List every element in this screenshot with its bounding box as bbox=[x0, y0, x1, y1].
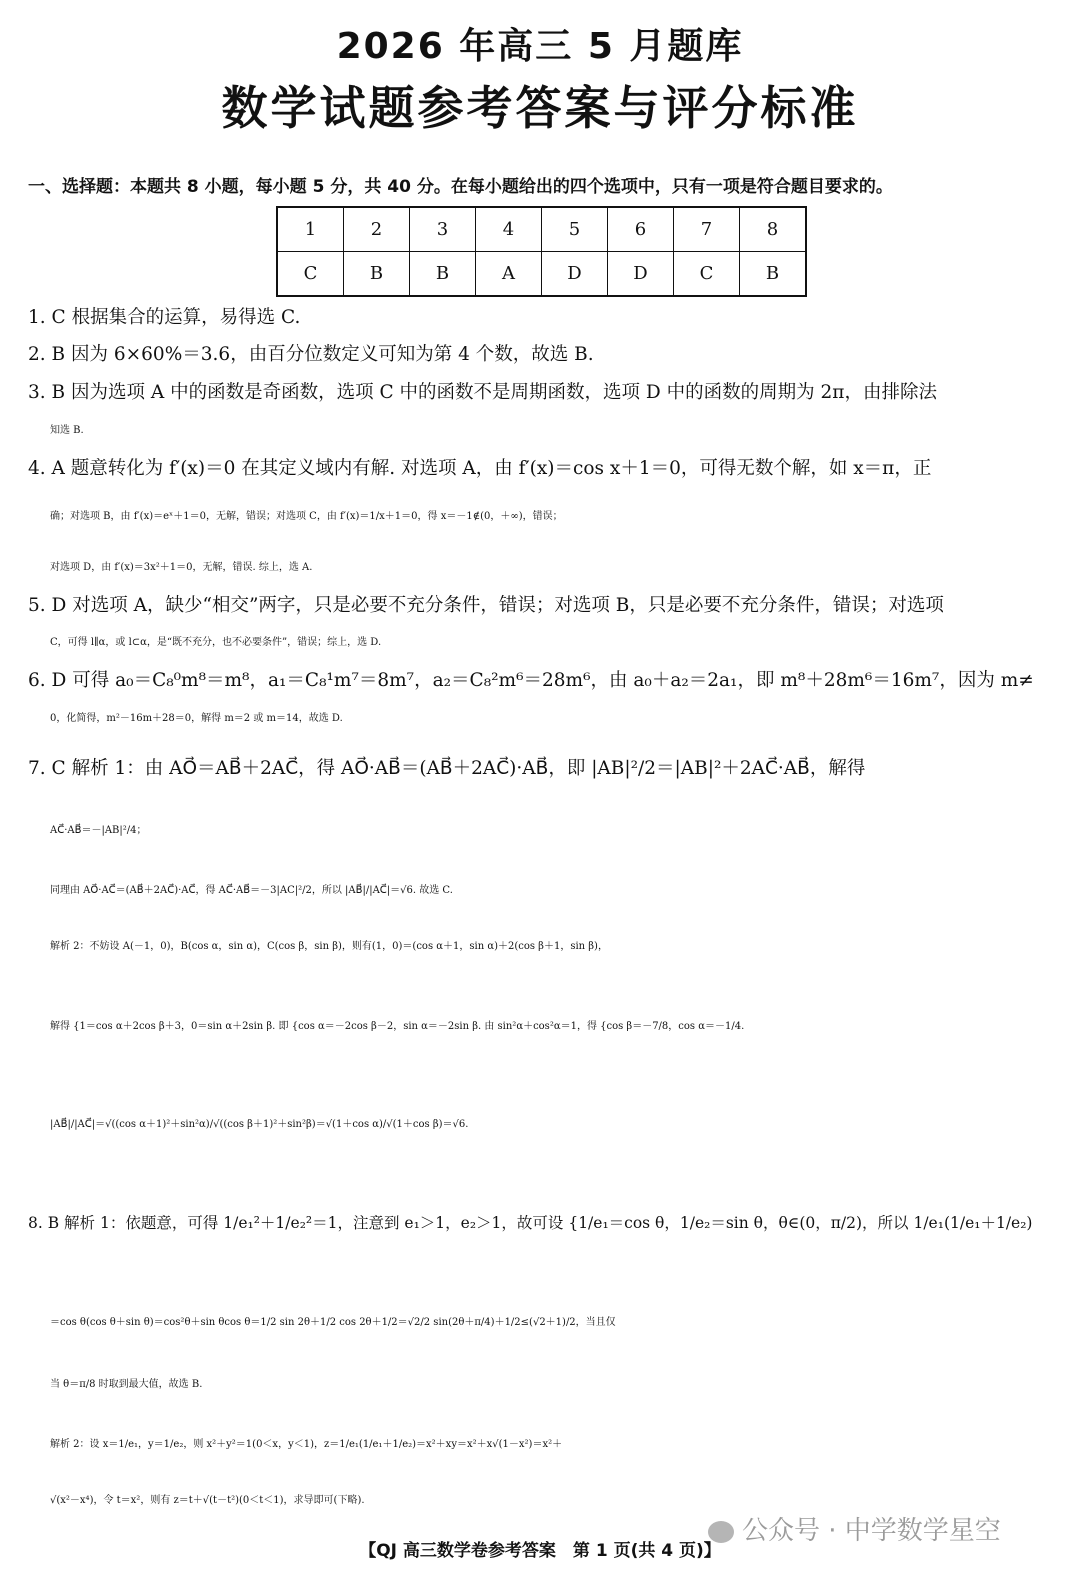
table-cell: 2 bbox=[344, 207, 410, 252]
table-cell: 4 bbox=[476, 207, 542, 252]
table-cell: 1 bbox=[277, 207, 344, 252]
solution-line: 1. C 根据集合的运算，易得选 C. bbox=[28, 307, 301, 328]
solution-line: 3. B 因为选项 A 中的函数是奇函数，选项 C 中的函数不是周期函数，选项 D 中的函数的周期为 2π，由排除法 bbox=[28, 382, 937, 403]
table-cell: C bbox=[674, 252, 740, 297]
table-cell: B bbox=[740, 252, 807, 297]
table-cell: A bbox=[476, 252, 542, 297]
solution-line: 0，化简得，m²－16m＋28＝0，解得 m＝2 或 m＝14，故选 D. bbox=[50, 713, 343, 724]
answer-table-number-row bbox=[277, 207, 806, 252]
table-cell: C bbox=[277, 252, 344, 297]
solution-line: 对选项 D，由 f′(x)＝3x²＋1＝0，无解，错误. 综上，选 A. bbox=[50, 562, 313, 573]
solution-line: C，可得 l∥α，或 l⊂α，是“既不充分，也不必要条件”，错误；综上，选 D. bbox=[50, 637, 382, 648]
table-cell: 6 bbox=[608, 207, 674, 252]
solution-line: 同理由 AO⃗·AC⃗＝(AB⃗＋2AC⃗)·AC⃗，得 AC⃗·AB⃗＝－3|AC|²/2，所以 |AB⃗|/|AC⃗|＝√6. 故选 C. bbox=[50, 885, 453, 896]
solution-line: 4. A 题意转化为 f′(x)＝0 在其定义域内有解. 对选项 A，由 f′(x)＝cos x＋1＝0，可得无数个解，如 x＝π，正 bbox=[28, 458, 932, 479]
section-heading: 一、选择题：本题共 8 小题，每小题 5 分，共 40 分。在每小题给出的四个选项中，只有一项是符合题目要求的。 bbox=[28, 177, 893, 197]
solution-line: 知选 B. bbox=[50, 425, 84, 436]
page-footer: 【QJ 高三数学卷参考答案 第 1 页(共 4 页)】 bbox=[359, 1541, 721, 1561]
solution-line: 8. B 解析 1：依题意，可得 1/e₁²＋1/e₂²＝1，注意到 e₁＞1，e₂＞1，故可设 {1/e₁＝cos θ，1/e₂＝sin θ，θ∈(0，π/2)，所以 1/e₁(1/e₁＋1/e₂) bbox=[28, 1214, 1033, 1232]
table-cell: D bbox=[608, 252, 674, 297]
table-cell: 8 bbox=[740, 207, 807, 252]
solution-line: 7. C 解析 1：由 AO⃗＝AB⃗＋2AC⃗，得 AO⃗·AB⃗＝(AB⃗＋2AC⃗)·AB⃗，即 |AB|²/2＝|AB|²＋2AC⃗·AB⃗，解得 bbox=[28, 758, 866, 779]
answer-table-answer-row bbox=[277, 252, 806, 297]
table-cell: D bbox=[542, 252, 608, 297]
solution-line: 确；对选项 B，由 f′(x)＝eˣ＋1＝0，无解，错误；对选项 C，由 f′(x)＝1/x＋1＝0，得 x＝－1∉(0，＋∞)，错误； bbox=[50, 511, 563, 522]
title-line-1: 2026 年高三 5 月题库 bbox=[336, 26, 744, 67]
solution-line: 5. D 对选项 A，缺少“相交”两字，只是必要不充分条件，错误；对选项 B，只是必要不充分条件，错误；对选项 bbox=[28, 595, 944, 616]
solution-line: |AB⃗|/|AC⃗|＝√((cos α＋1)²＋sin²α)/√((cos β＋1)²＋sin²β)＝√(1＋cos α)/√(1＋cos β)＝√6. bbox=[50, 1119, 469, 1130]
title-line-2: 数学试题参考答案与评分标准 bbox=[221, 81, 859, 135]
answer-table bbox=[276, 206, 807, 297]
solution-line: 当 θ＝π/8 时取到最大值，故选 B. bbox=[50, 1379, 203, 1390]
solution-line: AC⃗·AB⃗＝－|AB|²/4； bbox=[50, 825, 147, 836]
table-cell: B bbox=[410, 252, 476, 297]
solution-line: ＝cos θ(cos θ＋sin θ)＝cos²θ＋sin θcos θ＝1/2 sin 2θ＋1/2 cos 2θ＋1/2＝√2/2 sin(2θ＋π/4)＋1/2≤(√2＋1)/2，当且仅 bbox=[50, 1317, 616, 1328]
table-cell: B bbox=[344, 252, 410, 297]
solution-line: 6. D 可得 a₀＝C₈⁰m⁸＝m⁸，a₁＝C₈¹m⁷＝8m⁷，a₂＝C₈²m⁶＝28m⁶，由 a₀＋a₂＝2a₁，即 m⁸＋28m⁶＝16m⁷，因为 m≠ bbox=[28, 670, 1034, 691]
table-cell: 5 bbox=[542, 207, 608, 252]
table-cell: 3 bbox=[410, 207, 476, 252]
solution-line: 2. B 因为 6×60%＝3.6，由百分位数定义可知为第 4 个数，故选 B. bbox=[28, 344, 594, 365]
solution-line: √(x²－x⁴)，令 t＝x²，则有 z＝t＋√(t－t²)(0＜t＜1)，求导即可(下略). bbox=[50, 1495, 365, 1506]
solution-line: 解析 2：不妨设 A(－1，0)，B(cos α，sin α)，C(cos β，sin β)，则有(1，0)＝(cos α＋1，sin α)＋2(cos β＋1，sin β)， bbox=[50, 941, 608, 952]
table-cell: 7 bbox=[674, 207, 740, 252]
solution-line: 解析 2：设 x＝1/e₁，y＝1/e₂，则 x²＋y²＝1(0＜x，y＜1)，z＝1/e₁(1/e₁＋1/e₂)＝x²＋xy＝x²＋x√(1－x²)＝x²＋ bbox=[50, 1439, 563, 1450]
solution-line: 解得 {1＝cos α＋2cos β＋3，0＝sin α＋2sin β. 即 {cos α＝－2cos β－2，sin α＝－2sin β. 由 sin²α＋cos²α＝1，得 {cos β＝－7/8，cos α＝－1/4. bbox=[50, 1021, 745, 1032]
watermark-text: 公众号 · 中学数学星空 bbox=[742, 1516, 1001, 1546]
